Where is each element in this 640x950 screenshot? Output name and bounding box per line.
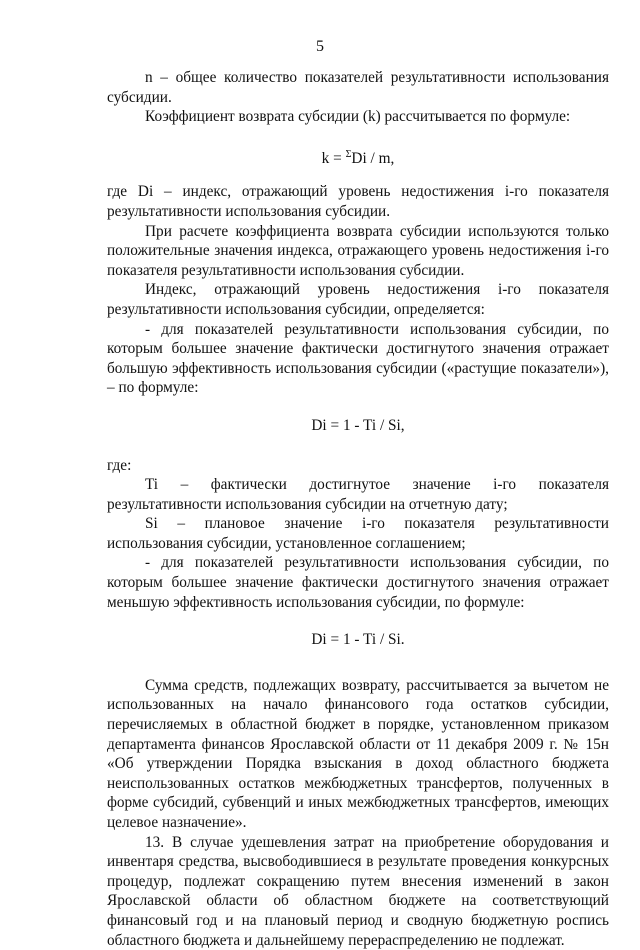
formula-k-right: Di / m, — [351, 149, 395, 167]
formula-di-decreasing: Di = 1 - Ti / Si. — [311, 631, 405, 649]
paragraph-where: где: — [107, 456, 132, 474]
paragraph-decreasing-indicators: - для показателей результативности использования субсидии, по которым большее значение фактически достигнутого значения отражает меньшую эффективность использования субсидии, по формуле: — [107, 554, 609, 611]
sum-symbol: Σ — [345, 148, 352, 160]
paragraph-n-definition: n – общее количество показателей результативности использования субсидии. — [107, 69, 609, 106]
paragraph-k-intro: Коэффициент возврата субсидии (k) рассчитывается по формуле: — [145, 108, 571, 126]
paragraph-si-definition: Si – плановое значение i-го показателя результативности использования субсидии, установленное соглашением; — [107, 515, 609, 552]
page-number: 5 — [316, 38, 324, 55]
document-body — [107, 68, 609, 950]
formula-k-left: k = — [321, 149, 346, 167]
formula-di-growing: Di = 1 - Ti / Si, — [311, 416, 405, 434]
formula-k — [107, 145, 609, 169]
paragraph-ti-definition: Ti – фактически достигнутое значение i-го показателя результативности использования субсидии на отчетную дату; — [107, 476, 609, 513]
paragraph-positive-values: При расчете коэффициента возврата субсидии используются только положительные значения индекса, отражающего уровень недостижения i-го показателя результативности использования субсидии. — [107, 222, 609, 279]
paragraph-item-13: 13. В случае удешевления затрат на приобретение оборудования и инвентаря средства, высвободившиеся в результате проведения конкурсных процедур, подлежат сокращению путем внесения изменений в закон Ярославской области об областном бюджете на соответствующий финансовый год и на плановый период и сводную бюджетную роспись областного бюджета и дальнейшему перераспределению не подлежат. — [107, 833, 609, 949]
paragraph-refund-amount: Сумма средств, подлежащих возврату, рассчитывается за вычетом не использованных на начало финансового года остатков субсидии, перечисляемых в областной бюджет в порядке, установленном приказом департамента финансов Ярославской области от 11 декабря 2009 г. № 15н «Об утверждении Порядка взыскания в доход областного бюджета неиспользованных остатков межбюджетных трансфертов, полученных в форме субсидий, субвенций и иных межбюджетных трансфертов, имеющих целевое назначение». — [107, 676, 609, 831]
paragraph-growing-indicators: - для показателей результативности использования субсидии, по которым большее значение фактически достигнутого значения отражает большую эффективность использования субсидии («растущие показатели»), – по формуле: — [107, 320, 609, 397]
paragraph-di-definition: где Di – индекс, отражающий уровень недостижения i-го показателя результативности использования субсидии. — [107, 183, 609, 220]
paragraph-index-determined: Индекс, отражающий уровень недостижения i-го показателя результативности использования субсидии, определяется: — [107, 281, 609, 318]
